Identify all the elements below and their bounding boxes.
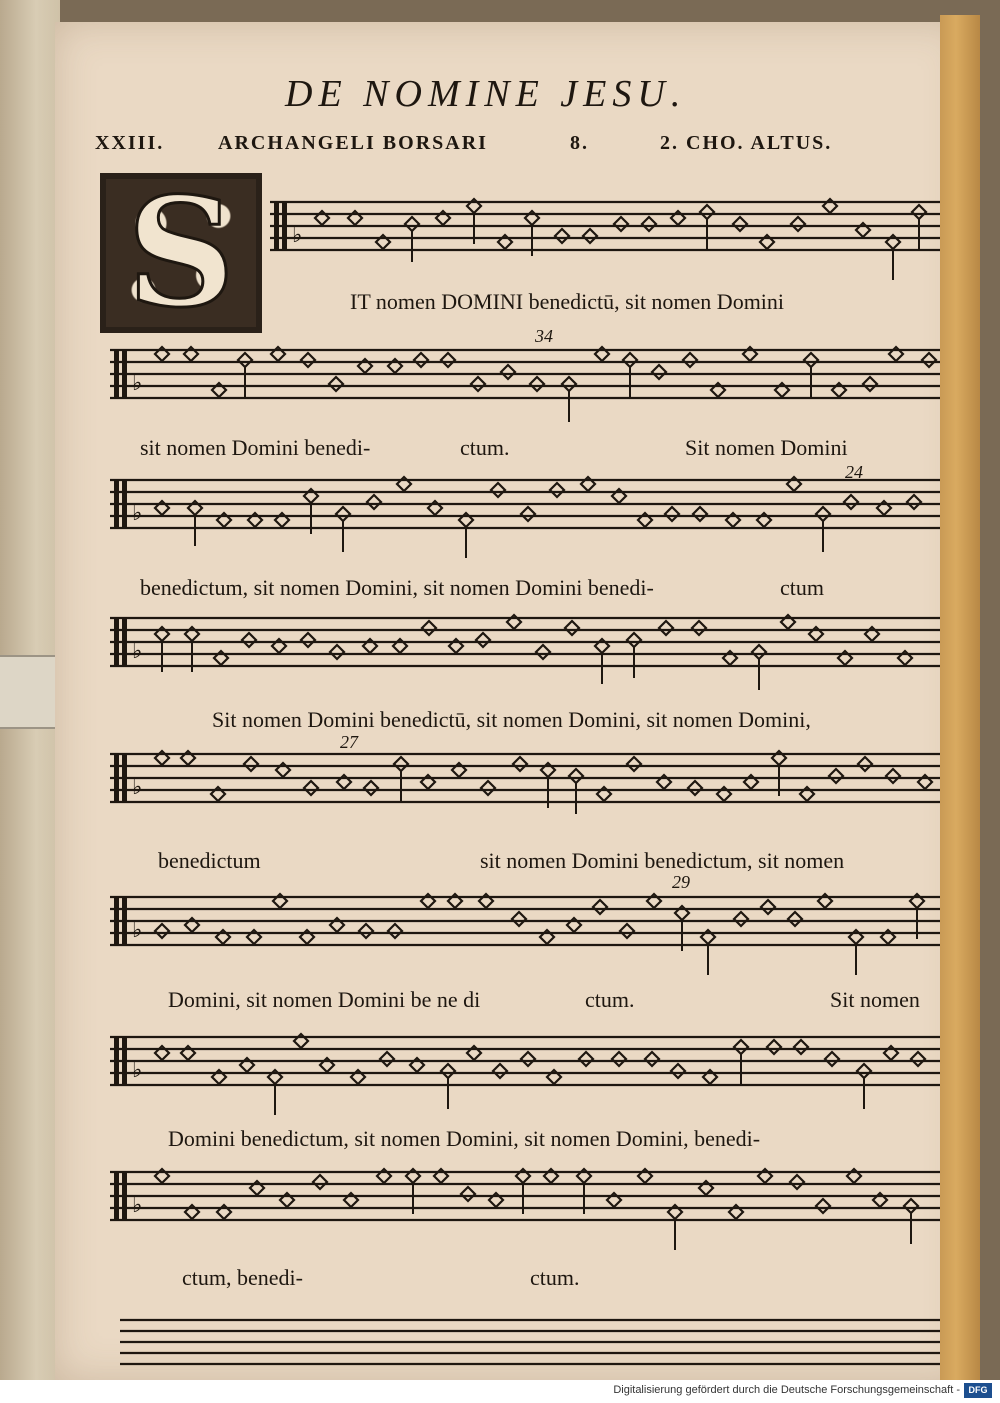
lyric-line: ctum.	[460, 435, 510, 460]
lyric-line: ctum	[780, 575, 824, 600]
svg-text:♭: ♭	[132, 1193, 143, 1218]
svg-text:♭: ♭	[292, 223, 303, 248]
bar-number: 29	[672, 872, 690, 892]
svg-text:♭: ♭	[132, 918, 143, 943]
staff-2	[110, 348, 940, 410]
initial-letter: S	[126, 165, 236, 341]
part-name: 2. CHO. ALTUS.	[660, 132, 833, 154]
svg-text:♭: ♭	[132, 775, 143, 800]
dfg-logo: DFG	[964, 1383, 992, 1398]
staff-1	[270, 200, 940, 262]
lyric-line: IT nomen DOMINI benedictū, sit nomen Domini	[350, 289, 785, 314]
book-edge	[940, 15, 980, 1385]
svg-text:♭: ♭	[132, 371, 143, 396]
staff-4	[110, 616, 940, 678]
decorated-initial	[100, 165, 262, 341]
lyric-line: ctum.	[585, 987, 635, 1012]
staff-7	[110, 1035, 940, 1097]
svg-text:♭: ♭	[132, 1058, 143, 1083]
svg-text:♭: ♭	[132, 639, 143, 664]
lyric-line: Sit nomen	[830, 987, 920, 1012]
lyric-line: Domini, sit nomen Domini be ne di	[168, 987, 481, 1012]
lyric-line: benedictum, sit nomen Domini, sit nomen Domini benedi-	[140, 575, 654, 600]
svg-text:♭: ♭	[132, 501, 143, 526]
staff-6	[110, 895, 940, 957]
lyric-line: Sit nomen Domini benedictū, sit nomen Domini, sit nomen Domini,	[212, 707, 811, 732]
page-title: DE NOMINE JESU.	[285, 73, 687, 115]
composer-name: ARCHANGELI BORSARI	[218, 132, 488, 154]
staff-9-empty	[120, 1318, 940, 1368]
footer-credit: Digitalisierung gefördert durch die Deutsche Forschungsgemeinschaft -	[613, 1384, 960, 1396]
lyric-line: Domini benedictum, sit nomen Domini, sit nomen Domini, benedi-	[168, 1126, 761, 1151]
lyric-line: sit nomen Domini benedi-	[140, 435, 371, 460]
staff-5	[110, 752, 940, 814]
bar-number: 34	[535, 326, 553, 346]
voice-count: 8.	[570, 132, 589, 154]
staff-8	[110, 1170, 940, 1232]
staff-3	[110, 478, 940, 540]
lyric-line: sit nomen Domini benedictum, sit nomen	[480, 848, 845, 873]
bar-number: 27	[340, 732, 358, 752]
piece-number: XXIII.	[95, 132, 165, 154]
lyric-line: benedictum	[158, 848, 261, 873]
footer-bar	[0, 1380, 1000, 1403]
lyric-line: ctum, benedi-	[182, 1265, 303, 1290]
bar-number: 24	[845, 462, 863, 482]
lyric-line: Sit nomen Domini	[685, 435, 848, 460]
lyric-line: ctum.	[530, 1265, 580, 1290]
